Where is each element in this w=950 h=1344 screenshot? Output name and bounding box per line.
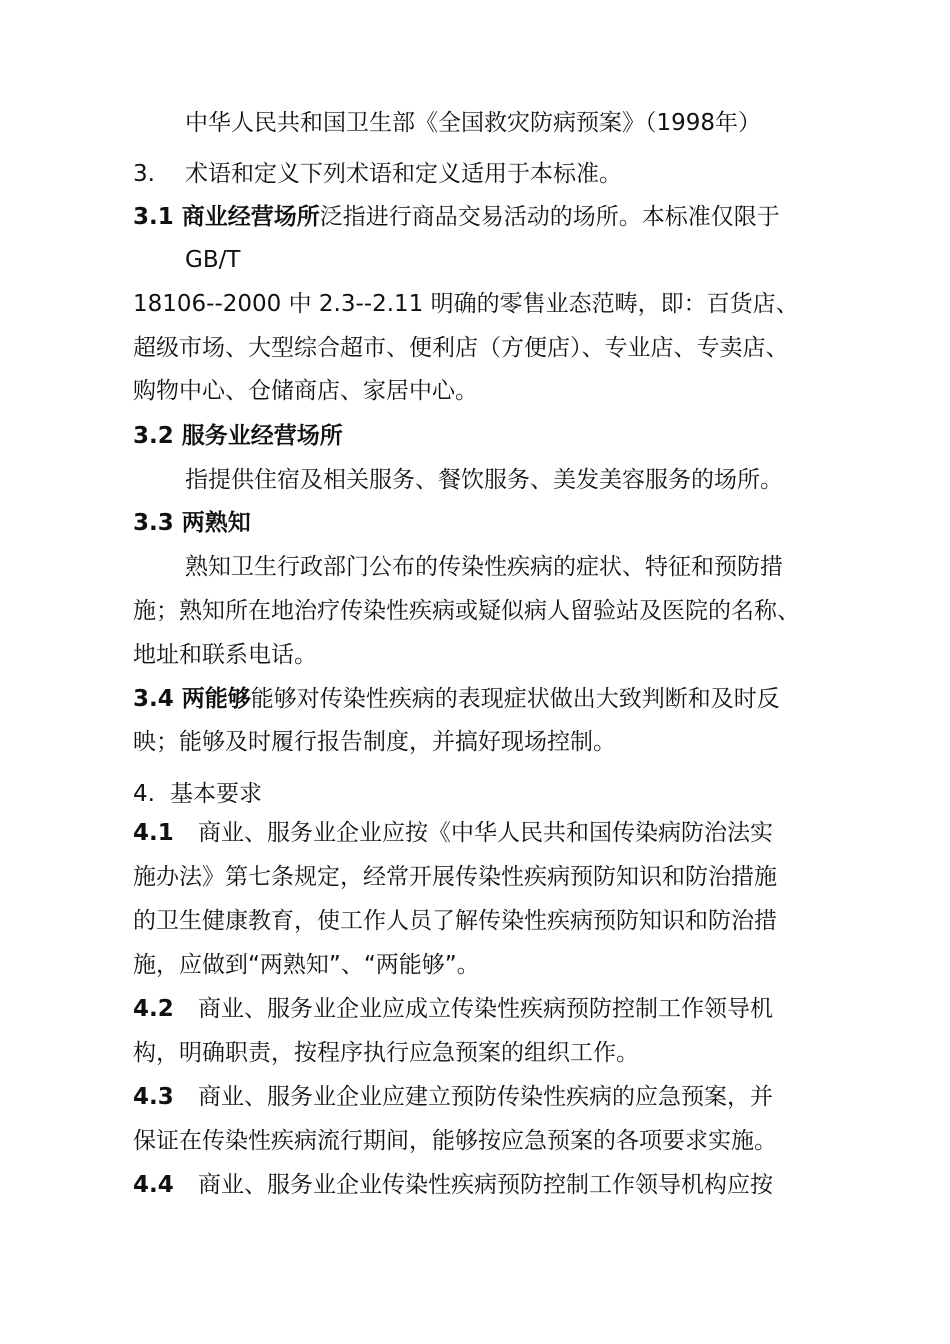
paragraph-line: 的卫生健康教育，使工作人员了解传染性疾病预防知识和防治措 [133,908,777,934]
paragraph-line: 熟知卫生行政部门公布的传染性疾病的症状、特征和预防措 [185,554,783,580]
section-3-4-text: 能够对传染性疾病的表现症状做出大致判断和及时反 [250,686,780,712]
section-4-title: 基本要求 [170,781,262,807]
paragraph-line: 商业、服务业企业应建立预防传染性疾病的应急预案，并 [198,1084,773,1110]
section-4-2-number: 4.2 [133,996,174,1022]
section-3-1 [133,202,780,232]
section-3-1-heading: 3.1 商业经营场所 [133,204,320,230]
paragraph-line: 施，应做到“两熟知”、“两能够”。 [133,952,480,978]
section-3-4-heading: 3.4 两能够 [133,686,251,712]
paragraph-line: GB/T [185,247,241,273]
paragraph-line: 地址和联系电话。 [133,642,317,668]
section-4-3-number: 4.3 [133,1084,174,1110]
section-3-4 [133,684,780,714]
paragraph-line: 商业、服务业企业传染性疾病预防控制工作领导机构应按 [198,1172,773,1198]
reference-line: 中华人民共和国卫生部《全国救灾防病预案》（1998年） [185,110,762,136]
paragraph-line: 保证在传染性疾病流行期间，能够按应急预案的各项要求实施。 [133,1128,777,1154]
section-3-title: 术语和定义下列术语和定义适用于本标准。 [185,161,622,187]
section-4-number: 4. [133,781,155,807]
section-3-number: 3. [133,161,155,187]
section-3-2-heading: 3.2 服务业经营场所 [133,423,343,449]
section-4-4-number: 4.4 [133,1172,174,1198]
paragraph-line: 商业、服务业企业应成立传染性疾病预防控制工作领导机 [198,996,773,1022]
section-3-3-heading: 3.3 两熟知 [133,510,251,536]
paragraph-line: 商业、服务业企业应按《中华人民共和国传染病防治法实 [198,820,773,846]
paragraph-line: 指提供住宿及相关服务、餐饮服务、美发美容服务的场所。 [185,467,783,493]
paragraph-line: 构，明确职责，按程序执行应急预案的组织工作。 [133,1040,639,1066]
paragraph-line: 18106--2000 中 2.3--2.11 明确的零售业态范畴，即：百货店、 [133,291,799,317]
paragraph-line: 施办法》第七条规定，经常开展传染性疾病预防知识和防治措施 [133,864,777,890]
section-3-1-text: 泛指进行商品交易活动的场所。本标准仅限于 [319,204,780,230]
section-4-1-number: 4.1 [133,820,174,846]
paragraph-line: 映；能够及时履行报告制度，并搞好现场控制。 [133,729,616,755]
paragraph-line: 超级市场、大型综合超市、便利店（方便店）、专业店、专卖店、 [133,335,789,361]
paragraph-line: 施；熟知所在地治疗传染性疾病或疑似病人留验站及医院的名称、 [133,598,800,624]
paragraph-line: 购物中心、仓储商店、家居中心。 [133,378,478,404]
